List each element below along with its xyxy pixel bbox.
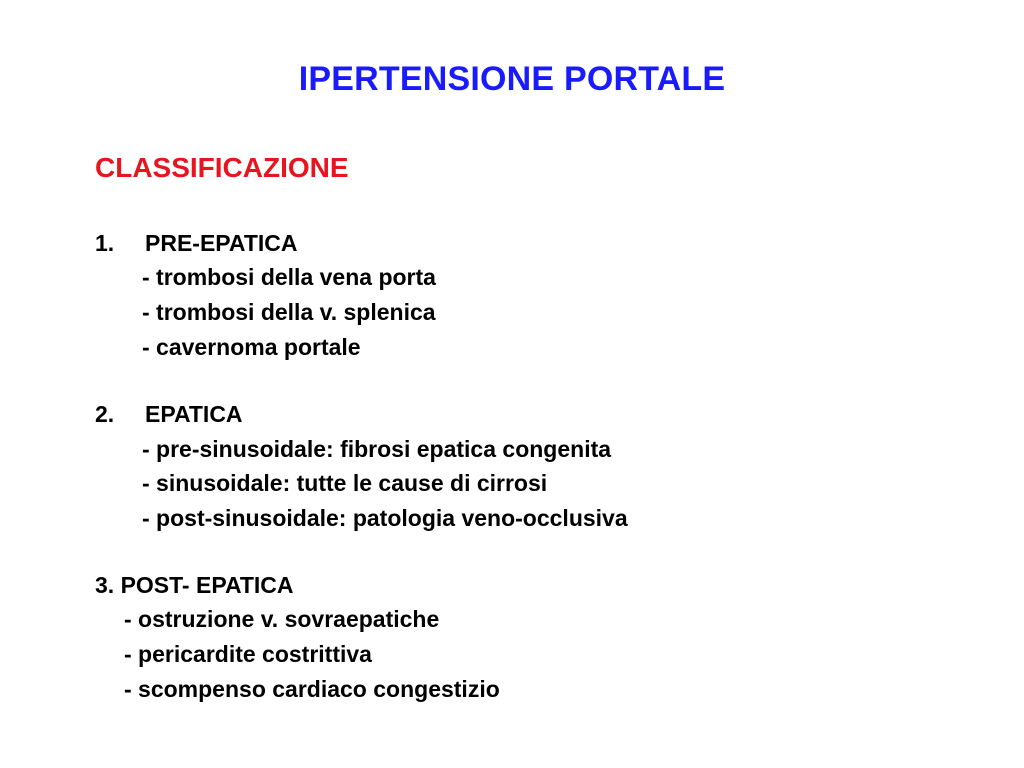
section-heading-epatica [95, 403, 243, 426]
section-heading-label: PRE-EPATICA [145, 230, 298, 256]
slide-subtitle: CLASSIFICAZIONE [95, 152, 349, 183]
list-item: - pericardite costrittiva [124, 641, 372, 667]
slide-title: IPERTENSIONE PORTALE [298, 60, 726, 98]
list-item: - cavernoma portale [142, 334, 361, 360]
list-item: - scompenso cardiaco congestizio [124, 676, 500, 702]
section-heading-post-epatica: 3. POST- EPATICA [95, 572, 294, 598]
list-item: - pre-sinusoidale: fibrosi epatica congenita [142, 436, 612, 462]
list-item: - post-sinusoidale: patologia veno-occlusiva [142, 505, 628, 531]
list-item: - trombosi della v. splenica [142, 299, 436, 325]
list-item: - trombosi della vena porta [142, 264, 436, 290]
section-heading-pre-epatica [95, 232, 298, 255]
section-heading-label: EPATICA [145, 401, 243, 427]
list-item: - sinusoidale: tutte le cause di cirrosi [142, 470, 548, 496]
section-number: 2. [95, 401, 115, 427]
section-number: 1. [95, 230, 115, 256]
list-item: - ostruzione v. sovraepatiche [124, 606, 440, 632]
